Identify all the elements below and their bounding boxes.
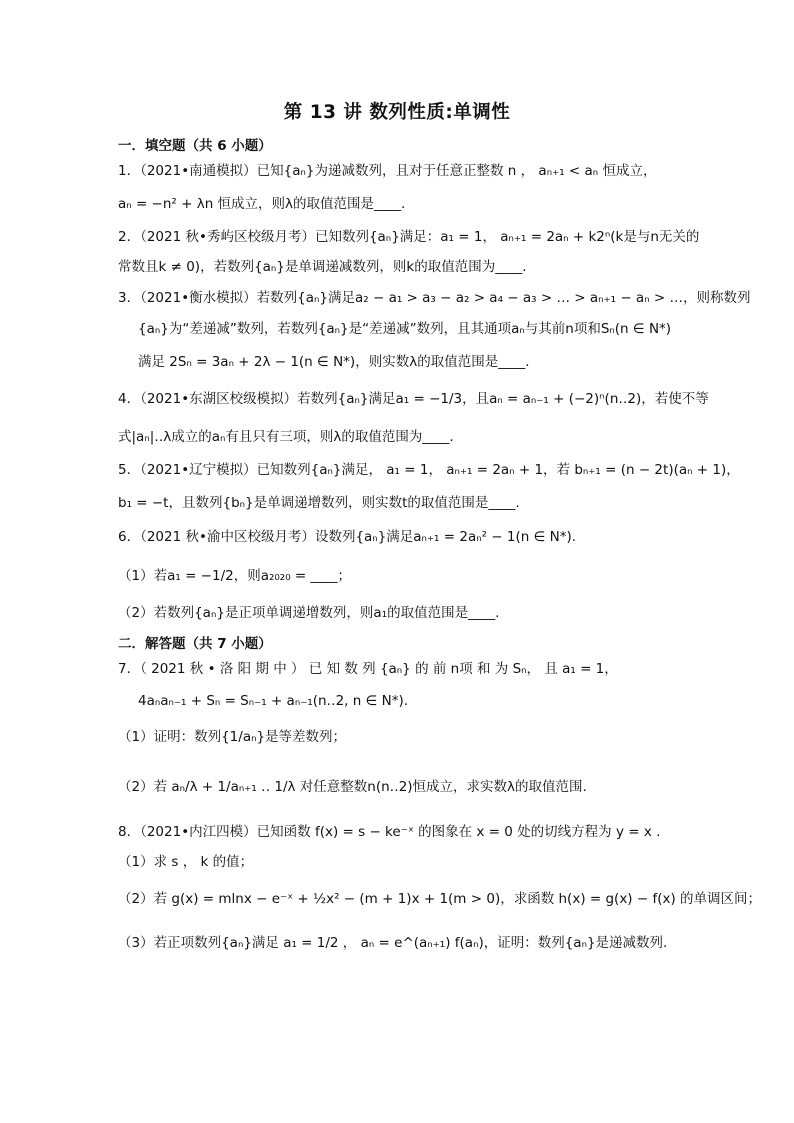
problem-7-line-2: 4aₙaₙ₋₁ + Sₙ = Sₙ₋₁ + aₙ₋₁(n‥2, n ∈ N*). <box>138 693 409 709</box>
section-heading-fill-in: 一．填空题（共 6 小题） <box>118 138 272 154</box>
problem-7-line-1: 7．（ 2021 秋 • 洛 阳 期 中 ） 已 知 数 列 {aₙ} 的 前 n项 和 为 Sₙ， 且 a₁ = 1， <box>118 661 618 677</box>
problem-8-part-1: （1）求 s ， k 的值； <box>118 854 254 870</box>
problem-5-line-1: 5．（2021•辽宁模拟）已知数列{aₙ}满足， a₁ = 1， aₙ₊₁ = 2aₙ + 1，若 bₙ₊₁ = (n − 2t)(aₙ + 1)， <box>118 462 740 478</box>
problem-6-line-1: 6．（2021 秋•渝中区校级月考）设数列{aₙ}满足aₙ₊₁ = 2aₙ² − 1(n ∈ N*). <box>118 529 577 545</box>
problem-5-line-2: b₁ = −t，且数列{bₙ}是单调递增数列，则实数t的取值范围是____. <box>118 495 520 511</box>
section-heading-solution: 二．解答题（共 7 小题） <box>118 636 272 652</box>
problem-3-line-3: 满足 2Sₙ = 3aₙ + 2λ − 1(n ∈ N*)，则实数λ的取值范围是____. <box>138 354 530 370</box>
problem-8-part-2: （2）若 g(x) = mlnx − e⁻ˣ + ½x² − (m + 1)x + 1(m > 0)，求函数 h(x) = g(x) − f(x) 的单调区间； <box>118 891 762 907</box>
problem-4-line-1: 4．（2021•东湖区校级模拟）若数列{aₙ}满足a₁ = −1/3，且aₙ = aₙ₋₁ + (−2)ⁿ(n‥2)，若使不等 <box>118 391 709 407</box>
problem-7-part-1: （1）证明：数列{1/aₙ}是等差数列； <box>118 729 347 745</box>
problem-8-part-3: （3）若正项数列{aₙ}满足 a₁ = 1/2 ， aₙ = e^(aₙ₊₁) f(aₙ)，证明：数列{aₙ}是递减数列. <box>118 935 668 951</box>
problem-2-line-2: 常数且k ≠ 0)，若数列{aₙ}是单调递减数列，则k的取值范围为____. <box>118 259 527 275</box>
problem-3-line-2: {aₙ}为“差递减”数列，若数列{aₙ}是“差递减”数列，且其通项aₙ与其前n项和Sₙ(n ∈ N*) <box>138 321 672 337</box>
problem-6-part-2: （2）若数列{aₙ}是正项单调递增数列，则a₁的取值范围是____. <box>118 605 500 621</box>
problem-8-line-1: 8．（2021•内江四模）已知函数 f(x) = s − ke⁻ˣ 的图象在 x = 0 处的切线方程为 y = x . <box>118 824 661 840</box>
page-title: 第 13 讲 数列性质:单调性 <box>283 102 511 123</box>
problem-1-line-2: aₙ = −n² + λn 恒成立，则λ的取值范围是____. <box>118 196 406 212</box>
problem-6-part-1: （1）若a₁ = −1/2，则a₂₀₂₀ = ____； <box>118 568 352 584</box>
problem-7-part-2: （2）若 aₙ/λ + 1/aₙ₊₁ ‥ 1/λ 对任意整数n(n‥2)恒成立，求实数λ的取值范围. <box>118 779 587 795</box>
problem-2-line-1: 2．（2021 秋•秀屿区校级月考）已知数列{aₙ}满足：a₁ = 1， aₙ₊₁ = 2aₙ + k2ⁿ(k是与n无关的 <box>118 229 700 245</box>
problem-1-line-1: 1．（2021•南通模拟）已知{aₙ}为递减数列，且对于任意正整数 n ， aₙ₊₁ < aₙ 恒成立， <box>118 163 657 179</box>
problem-3-line-1: 3．（2021•衡水模拟）若数列{aₙ}满足a₂ − a₁ > a₃ − a₂ > a₄ − a₃ > … > aₙ₊₁ − aₙ > …，则称数列 <box>118 290 751 306</box>
problem-4-line-2: 式|aₙ|‥λ成立的aₙ有且只有三项，则λ的取值范围为____. <box>118 429 454 445</box>
